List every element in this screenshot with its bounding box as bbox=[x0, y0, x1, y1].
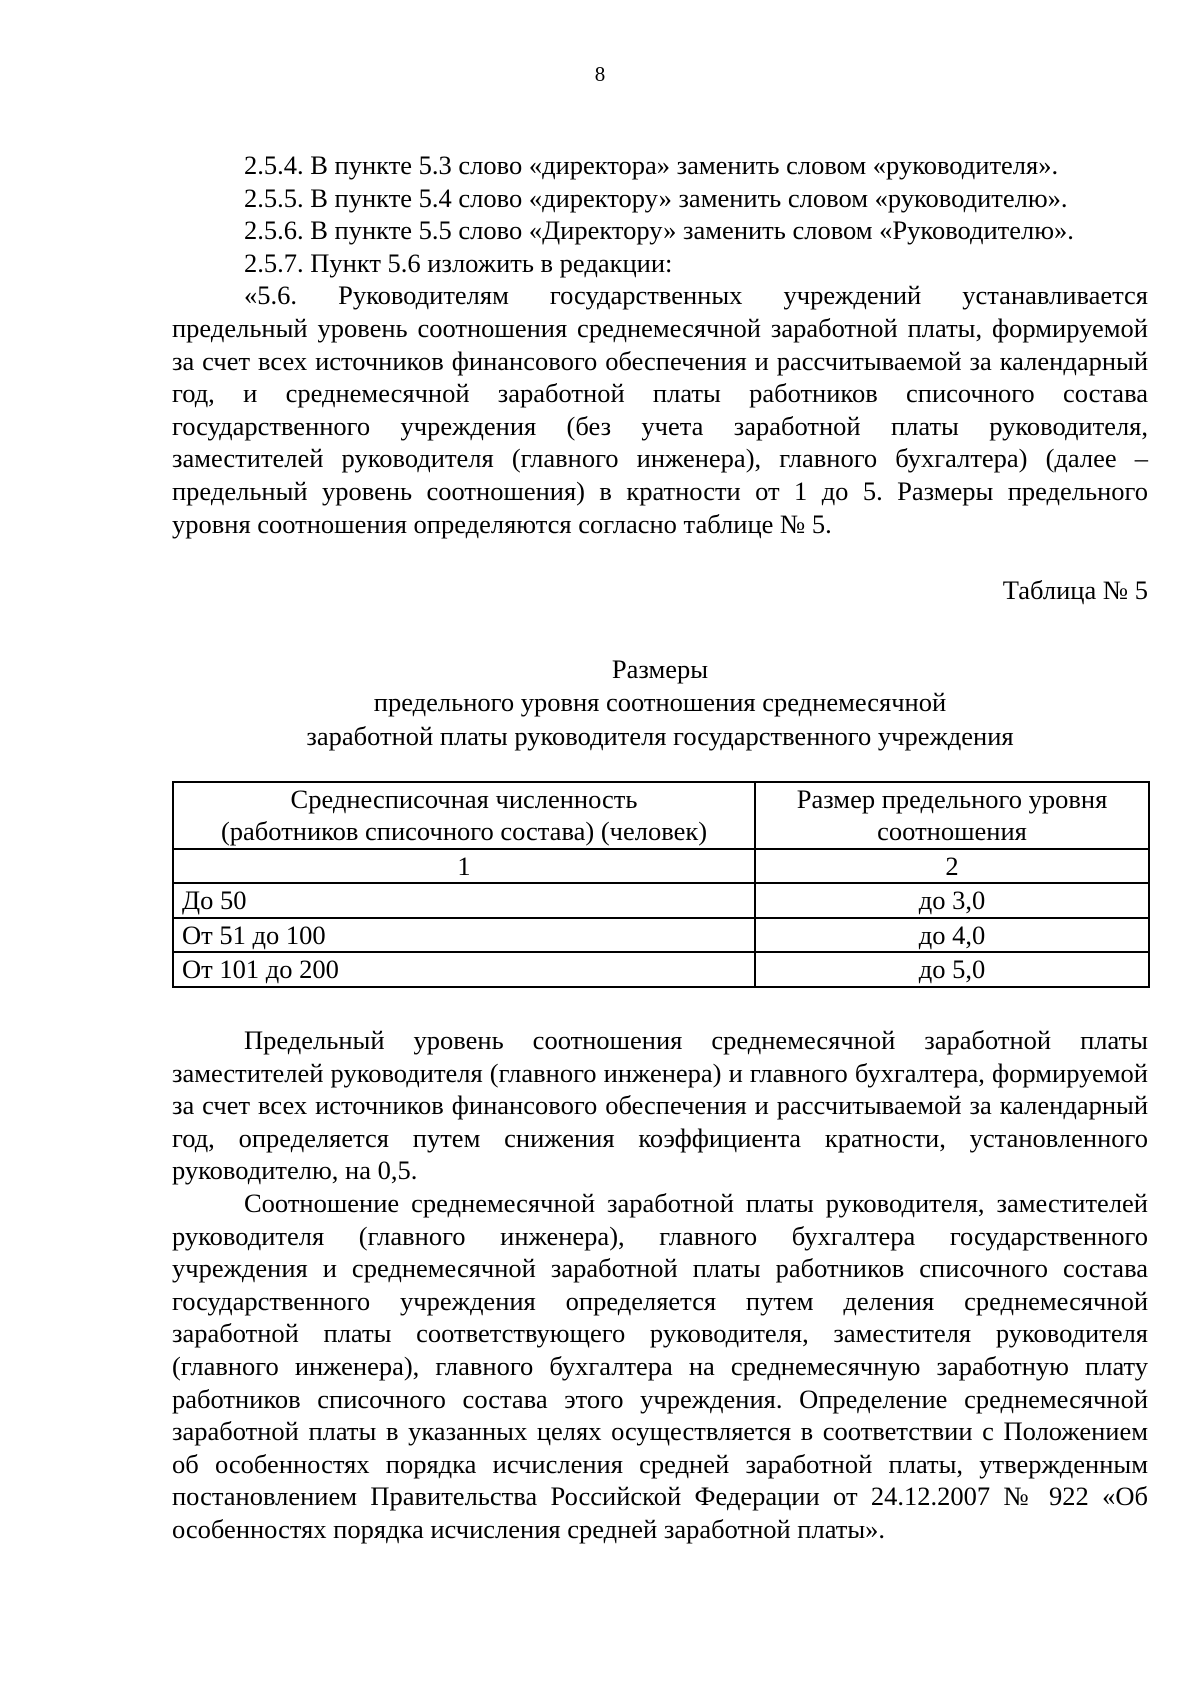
amendment-2-5-4: 2.5.4. В пункте 5.3 слово «директора» заменить словом «руководителя». bbox=[244, 150, 1059, 180]
table-cell-headcount: От 51 до 100 bbox=[173, 918, 755, 953]
table-title-line-2: предельного уровня соотношения среднемесячной bbox=[373, 687, 947, 718]
table-title bbox=[172, 653, 1148, 754]
column-number-2: 2 bbox=[755, 849, 1149, 884]
deputy-ratio-paragraph: Предельный уровень соотношения среднемесячной заработной платы заместителей руководителя (главного инженера) и главного бухгалтера, формируемой за счет всех источников финансового обеспечения и рассчитываемой за календарный год, определяется путем снижения коэффициента кратности, установленного руководителю, на 0,5. bbox=[172, 1025, 1148, 1186]
table-column-number-row bbox=[173, 849, 1149, 884]
table-label: Таблица № 5 bbox=[1002, 575, 1148, 606]
table-cell-headcount: От 101 до 200 bbox=[173, 952, 755, 987]
page-number: 8 bbox=[594, 62, 606, 86]
document-body bbox=[172, 149, 1148, 1546]
header-ratio-limit bbox=[755, 782, 1149, 849]
header-headcount bbox=[173, 782, 755, 849]
header-ratio-limit-line-2: соотношения bbox=[877, 816, 1027, 847]
amendment-2-5-6: 2.5.6. В пункте 5.5 слово «Директору» заменить словом «Руководителю». bbox=[244, 215, 1074, 246]
ratio-calculation-paragraph: Соотношение среднемесячной заработной платы руководителя, заместителей руководителя (главного инженера), главного бухгалтера государственного учреждения и среднемесячной заработной платы работников списочного состава государственного учреждения определяется путем деления среднемесячной заработной платы соответствующего руководителя, заместителя руководителя (главного инженера), главного бухгалтера на среднемесячную заработную плату работников списочного состава этого учреждения. Определение среднемесячной заработной платы в указанных целях осуществляется в соответствии с Положением об особенностях порядка исчисления средней заработной платы, утвержденным постановлением Правительства Российской Федерации от 24.12.2007 № 922 «Об особенностях порядка исчисления средней заработной платы». bbox=[172, 1188, 1148, 1544]
ratio-limits-table bbox=[172, 781, 1150, 989]
table-row bbox=[173, 918, 1149, 953]
closing-paragraphs bbox=[172, 1024, 1148, 1546]
table-title-line-1: Размеры bbox=[611, 653, 709, 684]
clause-5-6-text: «5.6. Руководителям государственных учреждений устанавливается предельный уровень соотношения среднемесячной заработной платы, формируемой за счет всех источников финансового обеспечения и рассчитываемой за календарный год, и среднемесячной заработной платы работников списочного состава государственного учреждения (без учета заработной платы руководителя, заместителей руководителя (главного инженера), главного бухгалтера) (далее – предельный уровень соотношения) в кратности от 1 до 5. Размеры предельного уровня соотношения определяются согласно таблице № 5. bbox=[172, 280, 1148, 539]
amendment-2-5-7: 2.5.7. Пункт 5.6 изложить в редакции: bbox=[244, 247, 673, 278]
header-headcount-line-1: Среднесписочная численность bbox=[290, 783, 638, 814]
column-number-1: 1 bbox=[173, 849, 755, 884]
table-cell-ratio: до 3,0 bbox=[755, 883, 1149, 918]
header-headcount-line-2: (работников списочного состава) (человек) bbox=[220, 816, 708, 847]
table-row bbox=[173, 952, 1149, 987]
amendment-2-5-5: 2.5.5. В пункте 5.4 слово «директору» заменить словом «руководителю». bbox=[244, 182, 1068, 213]
table-row bbox=[173, 883, 1149, 918]
header-ratio-limit-line-1: Размер предельного уровня bbox=[796, 783, 1108, 814]
table-title-line-3: заработной платы руководителя государственного учреждения bbox=[306, 720, 1014, 751]
table-cell-ratio: до 4,0 bbox=[755, 918, 1149, 953]
table-cell-headcount: До 50 bbox=[173, 883, 755, 918]
table-header-row bbox=[173, 782, 1149, 849]
table-cell-ratio: до 5,0 bbox=[755, 952, 1149, 987]
